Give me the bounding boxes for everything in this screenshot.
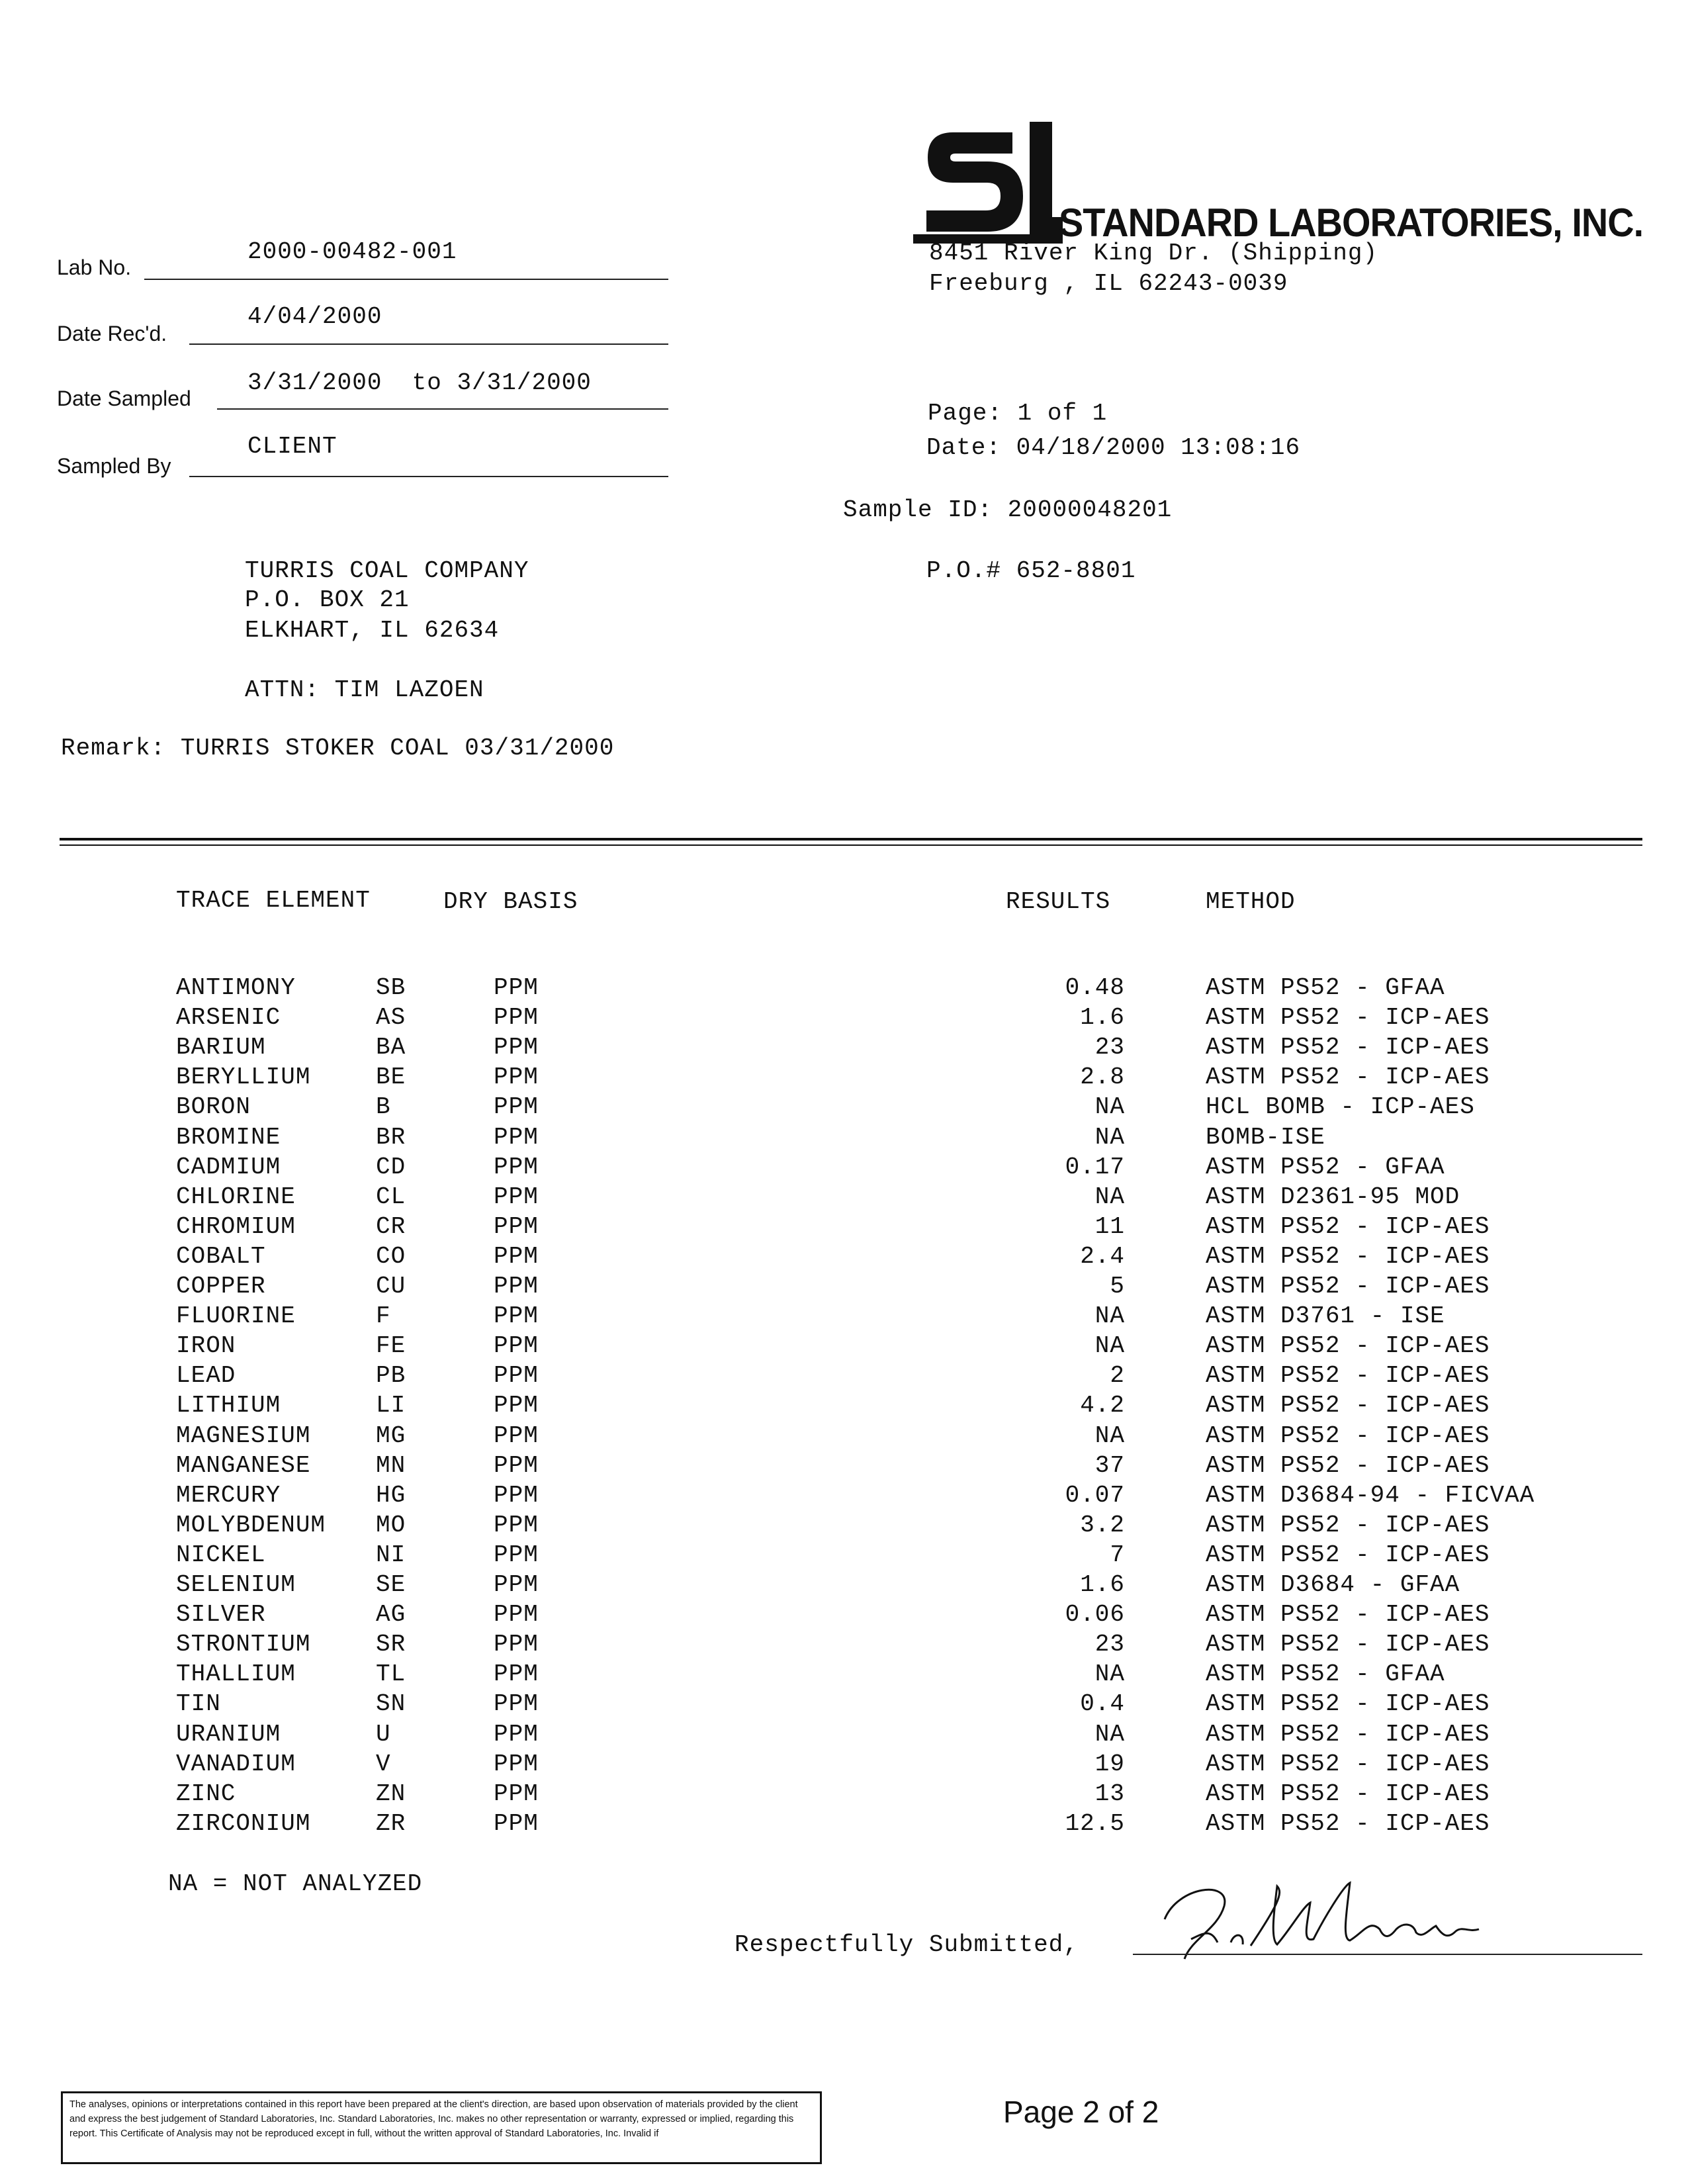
- element-name: LITHIUM: [176, 1392, 281, 1420]
- element-name: COBALT: [176, 1242, 266, 1270]
- element-method: ASTM PS52 - ICP-AES: [1206, 1034, 1490, 1062]
- element-result: 2: [1110, 1362, 1125, 1390]
- lab-no-label: Lab No.: [57, 255, 132, 279]
- element-result: NA: [1094, 1123, 1125, 1151]
- element-method: ASTM PS52 - ICP-AES: [1206, 1212, 1490, 1240]
- element-result: NA: [1094, 1422, 1125, 1449]
- element-method: ASTM PS52 - ICP-AES: [1206, 1451, 1490, 1479]
- table-row: [0, 1183, 1694, 1213]
- table-row: [0, 1093, 1694, 1123]
- signature: [1151, 1866, 1495, 1966]
- submitted-label: Respectfully Submitted,: [735, 1931, 1079, 1958]
- element-symbol: SN: [376, 1690, 406, 1718]
- element-symbol: TL: [376, 1661, 406, 1688]
- element-symbol: BR: [376, 1123, 406, 1151]
- date-recd-label: Date Rec'd.: [57, 322, 167, 345]
- table-row: [0, 1512, 1694, 1541]
- element-unit: PPM: [494, 1183, 539, 1210]
- element-symbol: NI: [376, 1541, 406, 1569]
- table-row: [0, 1571, 1694, 1601]
- element-unit: PPM: [494, 1571, 539, 1598]
- element-result: 37: [1094, 1451, 1125, 1479]
- element-name: CHROMIUM: [176, 1212, 296, 1240]
- element-result: 1.6: [1080, 1004, 1125, 1032]
- table-row: [0, 1751, 1694, 1780]
- po-number: P.O.# 652-8801: [926, 557, 1136, 584]
- element-symbol: CR: [376, 1212, 406, 1240]
- date-sampled-line: [217, 408, 668, 410]
- element-name: THALLIUM: [176, 1661, 296, 1688]
- header-trace-element: TRACE ELEMENT: [176, 887, 371, 914]
- table-row: [0, 1124, 1694, 1154]
- element-unit: PPM: [494, 1511, 539, 1539]
- client-attn: ATTN: TIM LAZOEN: [245, 676, 484, 704]
- header-divider: [60, 838, 1642, 841]
- element-symbol: MO: [376, 1511, 406, 1539]
- element-result: 1.6: [1080, 1571, 1125, 1598]
- element-unit: PPM: [494, 1123, 539, 1151]
- element-unit: PPM: [494, 1064, 539, 1091]
- client-name: TURRIS COAL COMPANY: [245, 557, 529, 584]
- table-row: [0, 1721, 1694, 1751]
- element-method: ASTM PS52 - ICP-AES: [1206, 1631, 1490, 1659]
- element-result: 11: [1094, 1212, 1125, 1240]
- element-method: ASTM PS52 - ICP-AES: [1206, 1690, 1490, 1718]
- date-recd-value: 4/04/2000: [247, 303, 382, 330]
- element-symbol: ZR: [376, 1809, 406, 1837]
- element-method: ASTM PS52 - ICP-AES: [1206, 1332, 1490, 1360]
- table-row: [0, 1273, 1694, 1302]
- element-name: NICKEL: [176, 1541, 266, 1569]
- date-sampled-label: Date Sampled: [57, 387, 191, 410]
- client-address1: P.O. BOX 21: [245, 586, 410, 614]
- table-row: [0, 1452, 1694, 1482]
- header-divider-2: [60, 844, 1642, 846]
- element-method: BOMB-ISE: [1206, 1123, 1325, 1151]
- table-row: [0, 1631, 1694, 1661]
- element-method: ASTM D2361-95 MOD: [1206, 1183, 1460, 1210]
- element-unit: PPM: [494, 1212, 539, 1240]
- element-name: IRON: [176, 1332, 236, 1360]
- element-result: NA: [1094, 1302, 1125, 1330]
- table-row: [0, 1690, 1694, 1720]
- element-name: BROMINE: [176, 1123, 281, 1151]
- element-name: BARIUM: [176, 1034, 266, 1062]
- element-method: ASTM D3684 - GFAA: [1206, 1571, 1460, 1598]
- element-unit: PPM: [494, 1780, 539, 1807]
- sample-id: Sample ID: 20000048201: [843, 496, 1173, 523]
- na-footnote: NA = NOT ANALYZED: [168, 1870, 423, 1897]
- table-row: [0, 1034, 1694, 1064]
- element-symbol: B: [376, 1093, 391, 1121]
- table-row: [0, 1213, 1694, 1243]
- element-name: STRONTIUM: [176, 1631, 311, 1659]
- element-unit: PPM: [494, 974, 539, 1001]
- element-result: NA: [1094, 1332, 1125, 1360]
- element-name: FLUORINE: [176, 1302, 296, 1330]
- page-number: Page: 1 of 1: [928, 400, 1108, 427]
- element-name: MERCURY: [176, 1481, 281, 1509]
- element-method: ASTM PS52 - ICP-AES: [1206, 1392, 1490, 1420]
- element-method: ASTM PS52 - ICP-AES: [1206, 1601, 1490, 1629]
- element-name: BERYLLIUM: [176, 1064, 311, 1091]
- element-symbol: F: [376, 1302, 391, 1330]
- element-name: ARSENIC: [176, 1004, 281, 1032]
- element-result: 0.48: [1065, 974, 1125, 1001]
- element-result: 4.2: [1080, 1392, 1125, 1420]
- element-method: ASTM PS52 - ICP-AES: [1206, 1273, 1490, 1300]
- table-row: [0, 1661, 1694, 1690]
- element-method: ASTM PS52 - ICP-AES: [1206, 1809, 1490, 1837]
- element-symbol: AG: [376, 1601, 406, 1629]
- element-result: 0.06: [1065, 1601, 1125, 1629]
- element-symbol: SE: [376, 1571, 406, 1598]
- element-symbol: LI: [376, 1392, 406, 1420]
- element-result: 0.4: [1080, 1690, 1125, 1718]
- date-recd-line: [189, 343, 668, 345]
- element-result: 0.17: [1065, 1153, 1125, 1181]
- element-symbol: PB: [376, 1362, 406, 1390]
- element-symbol: CL: [376, 1183, 406, 1210]
- sampled-by-line: [189, 476, 668, 477]
- element-unit: PPM: [494, 1661, 539, 1688]
- element-unit: PPM: [494, 1034, 539, 1062]
- element-symbol: V: [376, 1750, 391, 1778]
- element-name: ANTIMONY: [176, 974, 296, 1001]
- element-unit: PPM: [494, 1302, 539, 1330]
- element-name: MAGNESIUM: [176, 1422, 311, 1449]
- element-unit: PPM: [494, 1392, 539, 1420]
- element-name: URANIUM: [176, 1720, 281, 1748]
- disclaimer-box: The analyses, opinions or interpretations contained in this report have been prepared at the client's direction, are based upon observation of materials provided by the client and express the best judgement of Standard Laboratories, Inc. Standard Laboratories, Inc. makes no other representation or warranty, expressed or implied, regarding this report. This Certificate of Analysis may not be reproduced except in full, without the written approval of Standard Laboratories, Inc. Invalid if: [61, 2091, 822, 2164]
- element-method: ASTM PS52 - GFAA: [1206, 1661, 1445, 1688]
- element-unit: PPM: [494, 1242, 539, 1270]
- company-address-line1: 8451 River King Dr. (Shipping): [929, 240, 1378, 267]
- lab-no-value: 2000-00482-001: [247, 238, 457, 265]
- element-result: NA: [1094, 1093, 1125, 1121]
- element-name: CHLORINE: [176, 1183, 296, 1210]
- table-row: [0, 1601, 1694, 1631]
- header-method: METHOD: [1206, 888, 1296, 915]
- element-result: NA: [1094, 1661, 1125, 1688]
- element-symbol: BA: [376, 1034, 406, 1062]
- element-result: 19: [1094, 1750, 1125, 1778]
- element-name: COPPER: [176, 1273, 266, 1300]
- element-result: 23: [1094, 1034, 1125, 1062]
- element-unit: PPM: [494, 1481, 539, 1509]
- company-name: STANDARD LABORATORIES, INC.: [1059, 201, 1644, 245]
- sampled-by-value: CLIENT: [247, 433, 337, 460]
- element-method: ASTM PS52 - ICP-AES: [1206, 1511, 1490, 1539]
- element-result: 2.8: [1080, 1064, 1125, 1091]
- element-name: MANGANESE: [176, 1451, 311, 1479]
- element-symbol: HG: [376, 1481, 406, 1509]
- table-row: [0, 1064, 1694, 1093]
- element-unit: PPM: [494, 1601, 539, 1629]
- element-result: 2.4: [1080, 1242, 1125, 1270]
- sampled-by-label: Sampled By: [57, 454, 171, 478]
- header-results: RESULTS: [1006, 888, 1111, 915]
- element-unit: PPM: [494, 1451, 539, 1479]
- element-result: 13: [1094, 1780, 1125, 1807]
- element-method: ASTM PS52 - ICP-AES: [1206, 1064, 1490, 1091]
- element-method: ASTM PS52 - GFAA: [1206, 974, 1445, 1001]
- element-unit: PPM: [494, 1750, 539, 1778]
- element-unit: PPM: [494, 1004, 539, 1032]
- report-date: Date: 04/18/2000 13:08:16: [926, 434, 1301, 461]
- element-symbol: MN: [376, 1451, 406, 1479]
- element-result: NA: [1094, 1183, 1125, 1210]
- table-row: [0, 1810, 1694, 1840]
- element-method: ASTM PS52 - GFAA: [1206, 1153, 1445, 1181]
- element-name: SELENIUM: [176, 1571, 296, 1598]
- element-name: ZIRCONIUM: [176, 1809, 311, 1837]
- element-name: VANADIUM: [176, 1750, 296, 1778]
- element-method: ASTM D3761 - ISE: [1206, 1302, 1445, 1330]
- element-unit: PPM: [494, 1690, 539, 1718]
- element-unit: PPM: [494, 1541, 539, 1569]
- element-name: BORON: [176, 1093, 251, 1121]
- table-row: [0, 1004, 1694, 1034]
- signature-line: [1133, 1954, 1642, 1955]
- element-symbol: MG: [376, 1422, 406, 1449]
- element-name: SILVER: [176, 1601, 266, 1629]
- element-method: ASTM PS52 - ICP-AES: [1206, 1541, 1490, 1569]
- element-name: ZINC: [176, 1780, 236, 1807]
- element-method: ASTM PS52 - ICP-AES: [1206, 1242, 1490, 1270]
- element-unit: PPM: [494, 1332, 539, 1360]
- element-unit: PPM: [494, 1362, 539, 1390]
- company-address-line2: Freeburg , IL 62243-0039: [929, 270, 1288, 297]
- element-symbol: AS: [376, 1004, 406, 1032]
- page-footer: Page 2 of 2: [1003, 2095, 1159, 2129]
- element-name: LEAD: [176, 1362, 236, 1390]
- element-name: MOLYBDENUM: [176, 1511, 326, 1539]
- element-symbol: CO: [376, 1242, 406, 1270]
- element-result: NA: [1094, 1720, 1125, 1748]
- element-name: CADMIUM: [176, 1153, 281, 1181]
- table-row: [0, 1362, 1694, 1392]
- table-row: [0, 1541, 1694, 1571]
- element-symbol: CU: [376, 1273, 406, 1300]
- element-result: 5: [1110, 1273, 1125, 1300]
- date-sampled-value: 3/31/2000 to 3/31/2000: [247, 369, 592, 396]
- element-symbol: SB: [376, 974, 406, 1001]
- table-row: [0, 1302, 1694, 1332]
- element-method: ASTM PS52 - ICP-AES: [1206, 1422, 1490, 1449]
- table-row: [0, 1243, 1694, 1273]
- element-method: ASTM PS52 - ICP-AES: [1206, 1720, 1490, 1748]
- element-symbol: SR: [376, 1631, 406, 1659]
- element-symbol: CD: [376, 1153, 406, 1181]
- element-method: HCL BOMB - ICP-AES: [1206, 1093, 1475, 1121]
- element-unit: PPM: [494, 1422, 539, 1449]
- lab-no-line: [144, 279, 668, 280]
- element-unit: PPM: [494, 1809, 539, 1837]
- table-row: [0, 1780, 1694, 1810]
- remark: Remark: TURRIS STOKER COAL 03/31/2000: [61, 735, 615, 762]
- element-method: ASTM PS52 - ICP-AES: [1206, 1362, 1490, 1390]
- element-symbol: BE: [376, 1064, 406, 1091]
- element-unit: PPM: [494, 1153, 539, 1181]
- client-address2: ELKHART, IL 62634: [245, 617, 500, 644]
- element-result: 7: [1110, 1541, 1125, 1569]
- element-unit: PPM: [494, 1631, 539, 1659]
- element-name: TIN: [176, 1690, 221, 1718]
- element-method: ASTM D3684-94 - FICVAA: [1206, 1481, 1535, 1509]
- element-result: 3.2: [1080, 1511, 1125, 1539]
- element-symbol: FE: [376, 1332, 406, 1360]
- table-row: [0, 1482, 1694, 1512]
- element-result: 23: [1094, 1631, 1125, 1659]
- table-row: [0, 1422, 1694, 1452]
- element-method: ASTM PS52 - ICP-AES: [1206, 1004, 1490, 1032]
- table-row: [0, 1332, 1694, 1362]
- element-symbol: U: [376, 1720, 391, 1748]
- element-method: ASTM PS52 - ICP-AES: [1206, 1750, 1490, 1778]
- element-unit: PPM: [494, 1273, 539, 1300]
- element-unit: PPM: [494, 1720, 539, 1748]
- table-row: [0, 1154, 1694, 1183]
- element-method: ASTM PS52 - ICP-AES: [1206, 1780, 1490, 1807]
- table-row: [0, 974, 1694, 1004]
- element-symbol: ZN: [376, 1780, 406, 1807]
- element-result: 0.07: [1065, 1481, 1125, 1509]
- company-logo: [913, 118, 1065, 250]
- header-dry-basis: DRY BASIS: [443, 888, 578, 915]
- element-unit: PPM: [494, 1093, 539, 1121]
- element-result: 12.5: [1065, 1809, 1125, 1837]
- table-row: [0, 1392, 1694, 1422]
